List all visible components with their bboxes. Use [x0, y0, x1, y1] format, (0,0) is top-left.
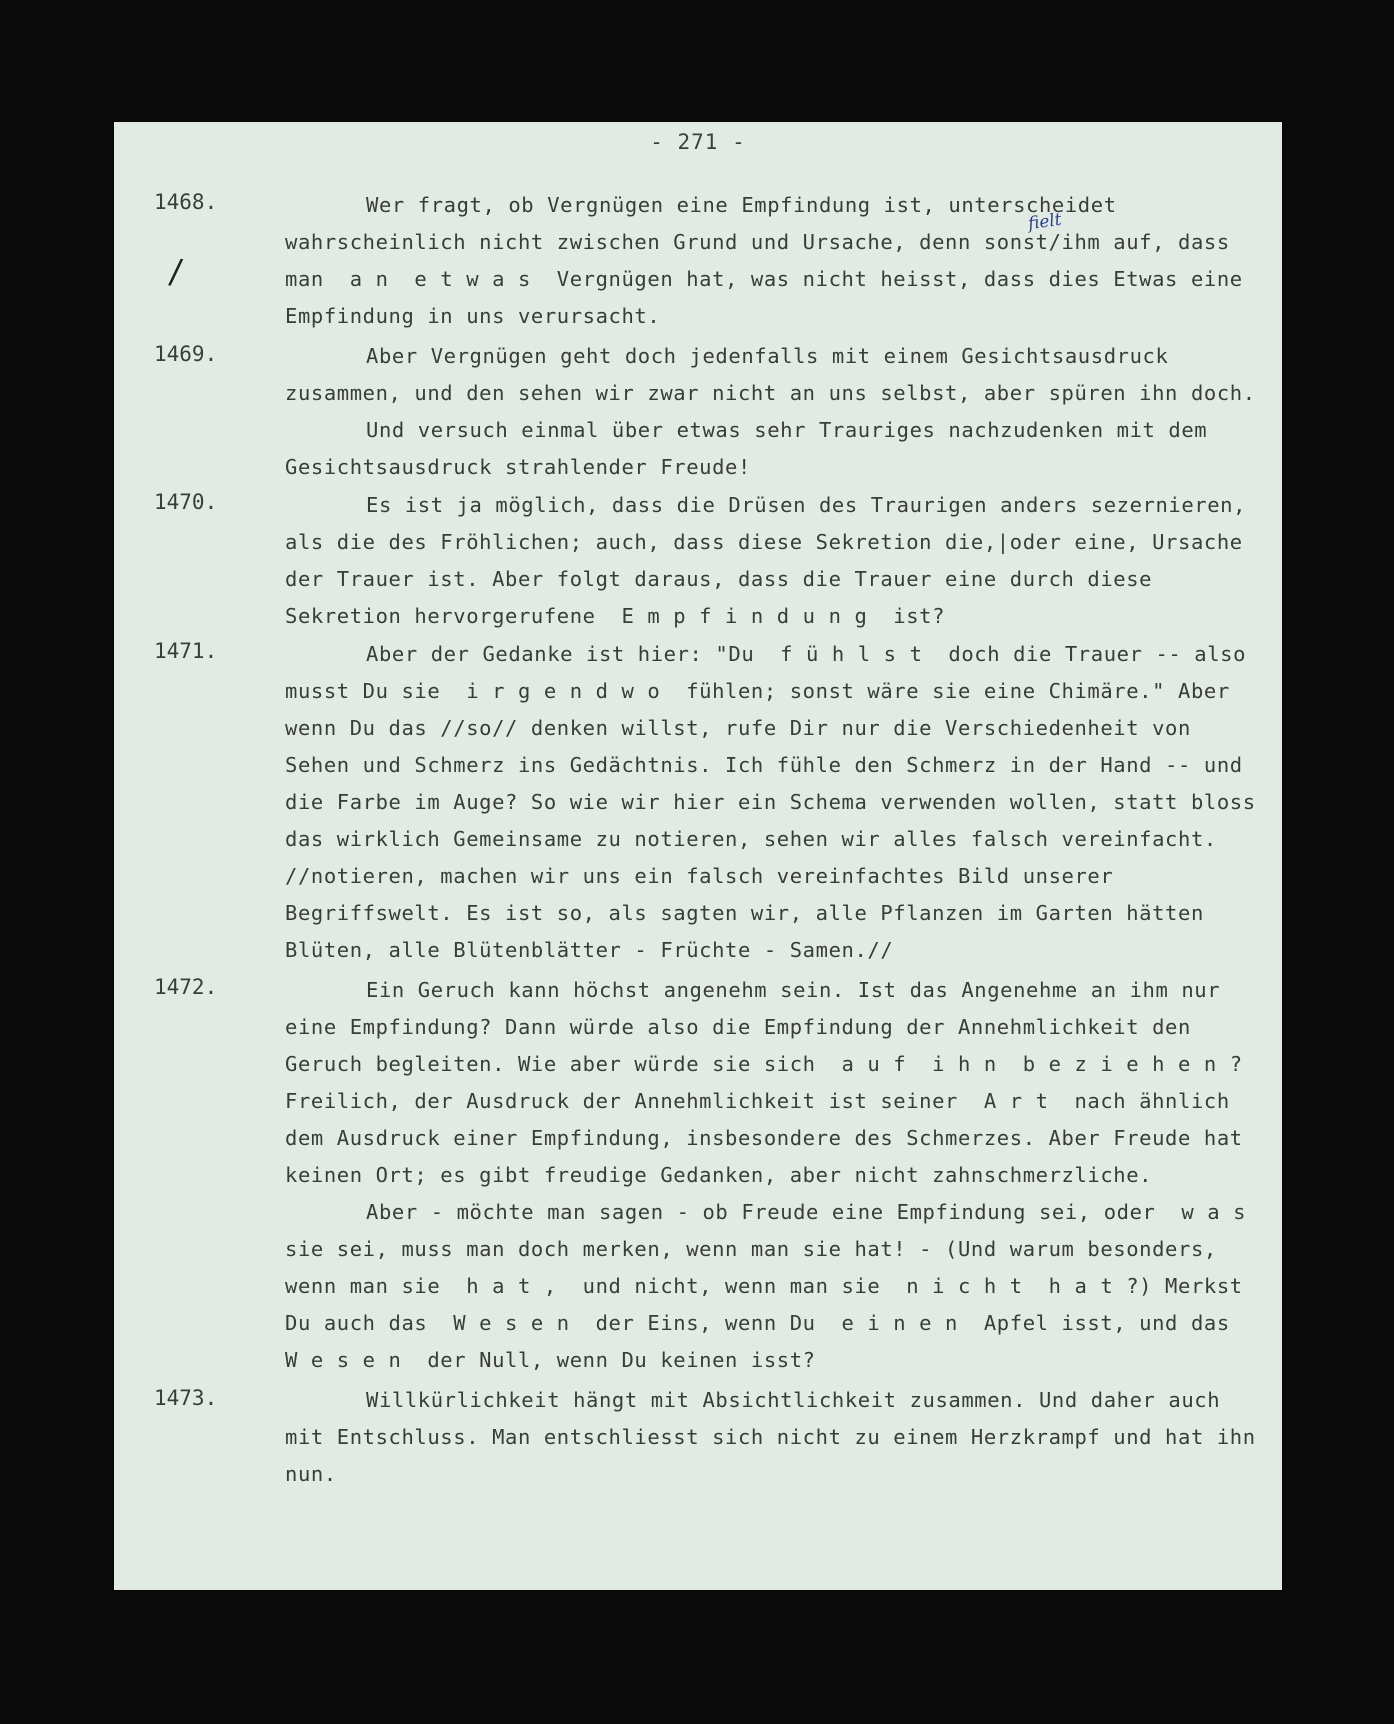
text-line: Sekretion hervorgerufene E m p f i n d u n g ist?	[285, 604, 946, 628]
text-line: Wer fragt, ob Vergnügen eine Empfindung ist, unterscheidet	[366, 193, 1117, 217]
document-page	[114, 122, 1282, 1590]
text-line: musst Du sie i r g e n d w o fühlen; sonst wäre sie eine Chimäre." Aber	[285, 679, 1230, 703]
handwritten-insertion: fielt	[1026, 209, 1063, 235]
text-line: eine Empfindung? Dann würde also die Empfindung der Annehmlichkeit den	[285, 1015, 1191, 1039]
text-line: wahrscheinlich nicht zwischen Grund und Ursache, denn sonst/ihm auf, dass	[285, 230, 1230, 254]
margin-mark: /	[167, 251, 185, 293]
text-line: Geruch begleiten. Wie aber würde sie sich a u f i h n b e z i e h e n ?	[285, 1052, 1243, 1076]
text-line: Du auch das W e s e n der Eins, wenn Du e i n e n Apfel isst, und das	[285, 1311, 1230, 1335]
remark-number: 1472.	[154, 975, 218, 999]
remark-number: 1473.	[154, 1386, 218, 1410]
text-line: Empfindung in uns verursacht.	[285, 304, 661, 328]
text-line: Begriffswelt. Es ist so, als sagten wir, alle Pflanzen im Garten hätten	[285, 901, 1204, 925]
text-line: man a n e t w a s Vergnügen hat, was nicht heisst, dass dies Etwas eine	[285, 267, 1243, 291]
text-line: //notieren, machen wir uns ein falsch vereinfachtes Bild unserer	[285, 864, 1114, 888]
text-line: mit Entschluss. Man entschliesst sich nicht zu einem Herzkrampf und hat ihn	[285, 1425, 1256, 1449]
text-line: Willkürlichkeit hängt mit Absichtlichkeit zusammen. Und daher auch	[366, 1388, 1221, 1412]
remark-number: 1470.	[154, 490, 218, 514]
text-line: das wirklich Gemeinsame zu notieren, sehen wir alles falsch vereinfacht.	[285, 827, 1217, 851]
text-line: wenn man sie h a t , und nicht, wenn man sie n i c h t h a t ?) Merkst	[285, 1274, 1243, 1298]
text-line: Aber - möchte man sagen - ob Freude eine Empfindung sei, oder w a s	[366, 1200, 1247, 1224]
text-line: Sehen und Schmerz ins Gedächtnis. Ich fühle den Schmerz in der Hand -- und	[285, 753, 1243, 777]
text-line: dem Ausdruck einer Empfindung, insbesondere des Schmerzes. Aber Freude hat	[285, 1126, 1243, 1150]
text-line: nun.	[285, 1462, 337, 1486]
page-number: - 271 -	[650, 130, 746, 154]
remark-number: 1468.	[154, 190, 218, 214]
text-line: keinen Ort; es gibt freudige Gedanken, aber nicht zahnschmerzliche.	[285, 1163, 1153, 1187]
text-line: zusammen, und den sehen wir zwar nicht an uns selbst, aber spüren ihn doch.	[285, 381, 1256, 405]
text-line: der Trauer ist. Aber folgt daraus, dass die Trauer eine durch diese	[285, 567, 1153, 591]
remark-number: 1469.	[154, 342, 218, 366]
remark-number: 1471.	[154, 639, 218, 663]
text-line: Ein Geruch kann höchst angenehm sein. Ist das Angenehme an ihm nur	[366, 978, 1221, 1002]
text-line: Freilich, der Ausdruck der Annehmlichkeit ist seiner A r t nach ähnlich	[285, 1089, 1230, 1113]
text-line: Und versuch einmal über etwas sehr Trauriges nachzudenken mit dem	[366, 418, 1208, 442]
text-line: W e s e n der Null, wenn Du keinen isst?	[285, 1348, 816, 1372]
text-line: als die des Fröhlichen; auch, dass diese Sekretion die,|oder eine, Ursache	[285, 530, 1243, 554]
text-line: die Farbe im Auge? So wie wir hier ein Schema verwenden wollen, statt bloss	[285, 790, 1256, 814]
text-line: sie sei, muss man doch merken, wenn man sie hat! - (Und warum besonders,	[285, 1237, 1217, 1261]
text-line: Gesichtsausdruck strahlender Freude!	[285, 455, 751, 479]
text-line: wenn Du das //so// denken willst, rufe Dir nur die Verschiedenheit von	[285, 716, 1191, 740]
text-line: Aber Vergnügen geht doch jedenfalls mit einem Gesichtsausdruck	[366, 344, 1169, 368]
text-line: Aber der Gedanke ist hier: "Du f ü h l s t doch die Trauer -- also	[366, 642, 1247, 666]
text-line: Es ist ja möglich, dass die Drüsen des Traurigen anders sezernieren,	[366, 493, 1247, 517]
text-line: Blüten, alle Blütenblätter - Früchte - Samen.//	[285, 938, 894, 962]
